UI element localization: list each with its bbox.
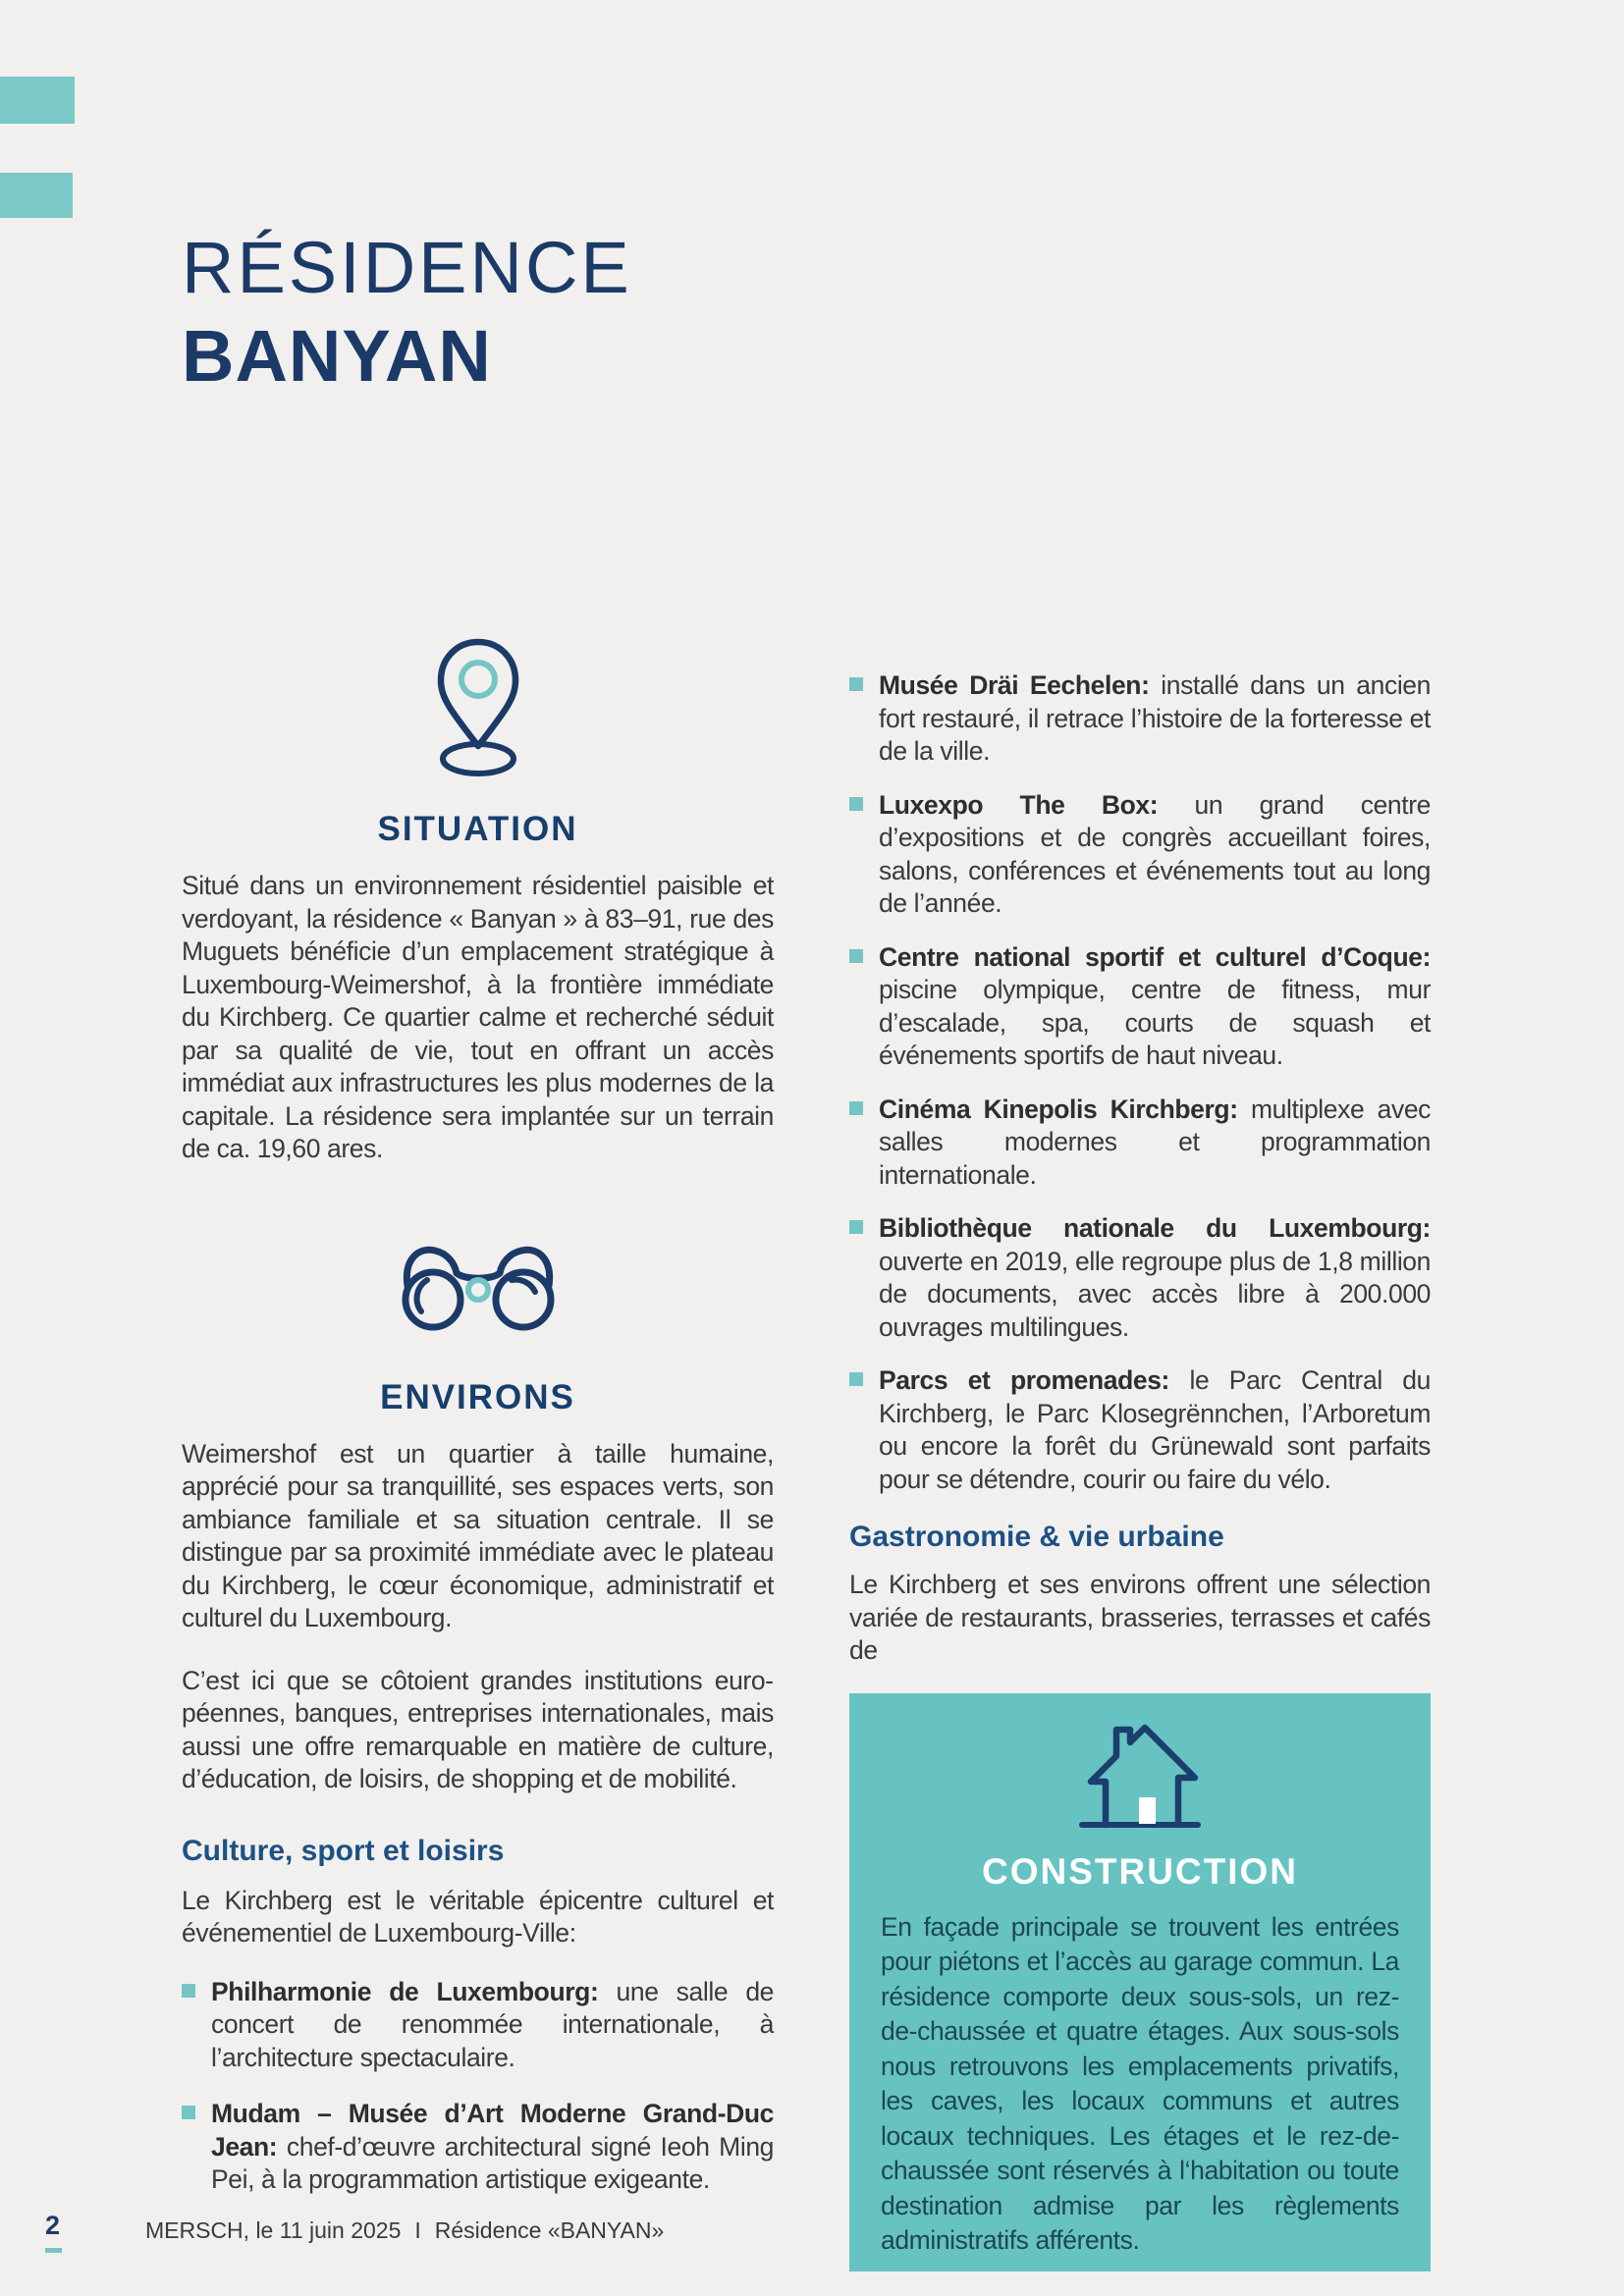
footer-separator: I [414,2217,421,2243]
bullet-text: piscine olympique, centre de fitness, mur d’escalade, spa, courts de squash et événements sportifs de haut niveau. [879,975,1431,1070]
footer-text [145,2217,664,2244]
right-column [849,669,1431,2271]
list-item-coque [849,941,1431,1073]
bullet-text: une salle de concert de renommée internationale, à l’architecture spectaculaire. [211,1976,775,2072]
title-line-residence: RÉSIDENCE [182,227,632,308]
bullet-title: Parcs et promenades: [879,1365,1169,1395]
bullet-title: Cinéma Kinepolis Kirchberg: [879,1094,1238,1124]
teal-corner-block-top [0,77,75,124]
bullet-text: multiplexe avec salles modernes et programmation internationale. [879,1094,1432,1190]
bullet-square-icon [849,1372,863,1386]
gastronomie-heading: Gastronomie & vie urbaine [849,1521,1224,1553]
bullet-text: chef-d’œuvre architectural signé Ieoh Ming Pei, à la programmation artistique exigeante. [211,2131,774,2194]
gastronomie-paragraph: Le Kirchberg et ses environs offrent une sélection variée de restaurants, brasseries, terrasses et cafés de [849,1570,1431,1665]
environs-paragraph-1: Weimershof est un quartier à taille humaine, apprécié pour sa tranquillité, ses espaces verts, son ambiance familiale et sa situation centrale. Il se distingue par sa proximité immédiate avec le plateau du Kirchberg, le cœur économique, administratif et culturel du Luxembourg. [182,1438,774,1632]
list-item-philharmonie [182,1976,774,2075]
bullet-text: un grand centre d’expositions et de congrès accueillant foires, salons, conférences et événements tout au long de l’année. [879,789,1431,918]
bullet-title: Centre national sportif et culturel d’Coque: [879,941,1431,972]
list-item-luxexpo [849,789,1431,921]
bullet-square-icon [182,1984,195,1998]
bullet-square-icon [849,1101,863,1115]
footer-date: MERSCH, le 11 juin 2025 [145,2217,402,2243]
footer-page-number: 2 [45,2211,61,2240]
bullet-text: le Parc Central du Kirchberg, le Parc Klosegrënnchen, l’Arboretum ou encore la forêt du Grünewald sont parfaits pour se détendre, courir ou faire du vélo. [879,1365,1431,1494]
bullet-title: Luxexpo The Box: [879,789,1159,820]
bullet-square-icon [849,1220,863,1234]
construction-box [849,1693,1431,2271]
bullet-text: installé dans un ancien fort restauré, il retrace l’histoire de la forteresse et de la ville. [879,670,1431,766]
title-line-banyan: BANYAN [182,315,492,397]
culture-heading: Culture, sport et loisirs [182,1834,505,1867]
footer-doc-name: Résidence «BANYAN» [434,2217,665,2243]
binoculars-icon [182,1241,774,1338]
location-pin-icon [182,636,774,783]
bullet-title: Mudam – Musée d’Art Moderne Grand-Duc Jean: [211,2099,774,2162]
teal-corner-block-bottom [0,173,73,218]
bullet-text: ouverte en 2019, elle regroupe plus de 1,8 million de documents, avec accès libre à 200.000 ouvrages multilingues. [879,1246,1431,1342]
bullet-square-icon [182,2106,195,2119]
bullet-title: Bibliothèque nationale du Luxembourg: [879,1213,1431,1243]
bullet-title: Philharmonie de Luxembourg: [211,1976,599,2006]
list-item-kinepolis [849,1094,1431,1193]
construction-paragraph: En façade principale se trouvent les entrées pour piétons et l’accès au garage commun. La résidence comporte deux sous-sols, un rez-de-chaussée et quatre étages. Aux sous-sols nous retrouvons les emplacements privatifs, les caves, les locaux communs et autres locaux techniques. Les étages et le rez-de-chaussée sont réservés à l‘habitation ou toute destination admise par les règlements administratifs afférents. [881,1911,1399,2255]
environs-heading: ENVIRONS [380,1377,575,1416]
footer-teal-bar [45,2248,62,2253]
left-column [182,636,774,2197]
list-item-parcs [849,1364,1431,1496]
house-icon [881,1717,1399,1838]
list-item-musee-drai [849,669,1431,769]
list-item-bibliotheque [849,1212,1431,1344]
situation-paragraph: Situé dans un environnement résidentiel paisible et verdoyant, la résidence « Banyan » à 83–91, rue des Muguets bénéficie d’un emplacement stratégique à Luxembourg-Weimershof, à la frontière immédiate du Kirchberg. Ce quartier calme et recherché séduit par sa qualité de vie, tout en offrant un accès immédiat aux infrastructures les plus modernes de la capitale. La résidence sera implantée sur un terrain de ca. 19,60 ares. [182,871,774,1163]
culture-intro: Le Kirchberg est le véritable épicentre culturel et événementiel de Luxembourg-Ville: [182,1885,774,1948]
bullet-square-icon [849,949,863,963]
bullet-title: Musée Dräi Eechelen: [879,670,1150,700]
bullet-square-icon [849,797,863,811]
environs-paragraph-2: C’est ici que se côtoient grandes institutions européennes, banques, entreprises internationales, mais aussi une offre remarquable en matière de culture, d’éducation, de loisirs, de shopping et de mobilité. [182,1665,774,1793]
construction-heading: CONSTRUCTION [981,1850,1299,1892]
situation-heading: SITUATION [377,810,578,848]
bullet-square-icon [849,677,863,691]
page-title [182,224,632,400]
list-item-mudam [182,2098,774,2197]
